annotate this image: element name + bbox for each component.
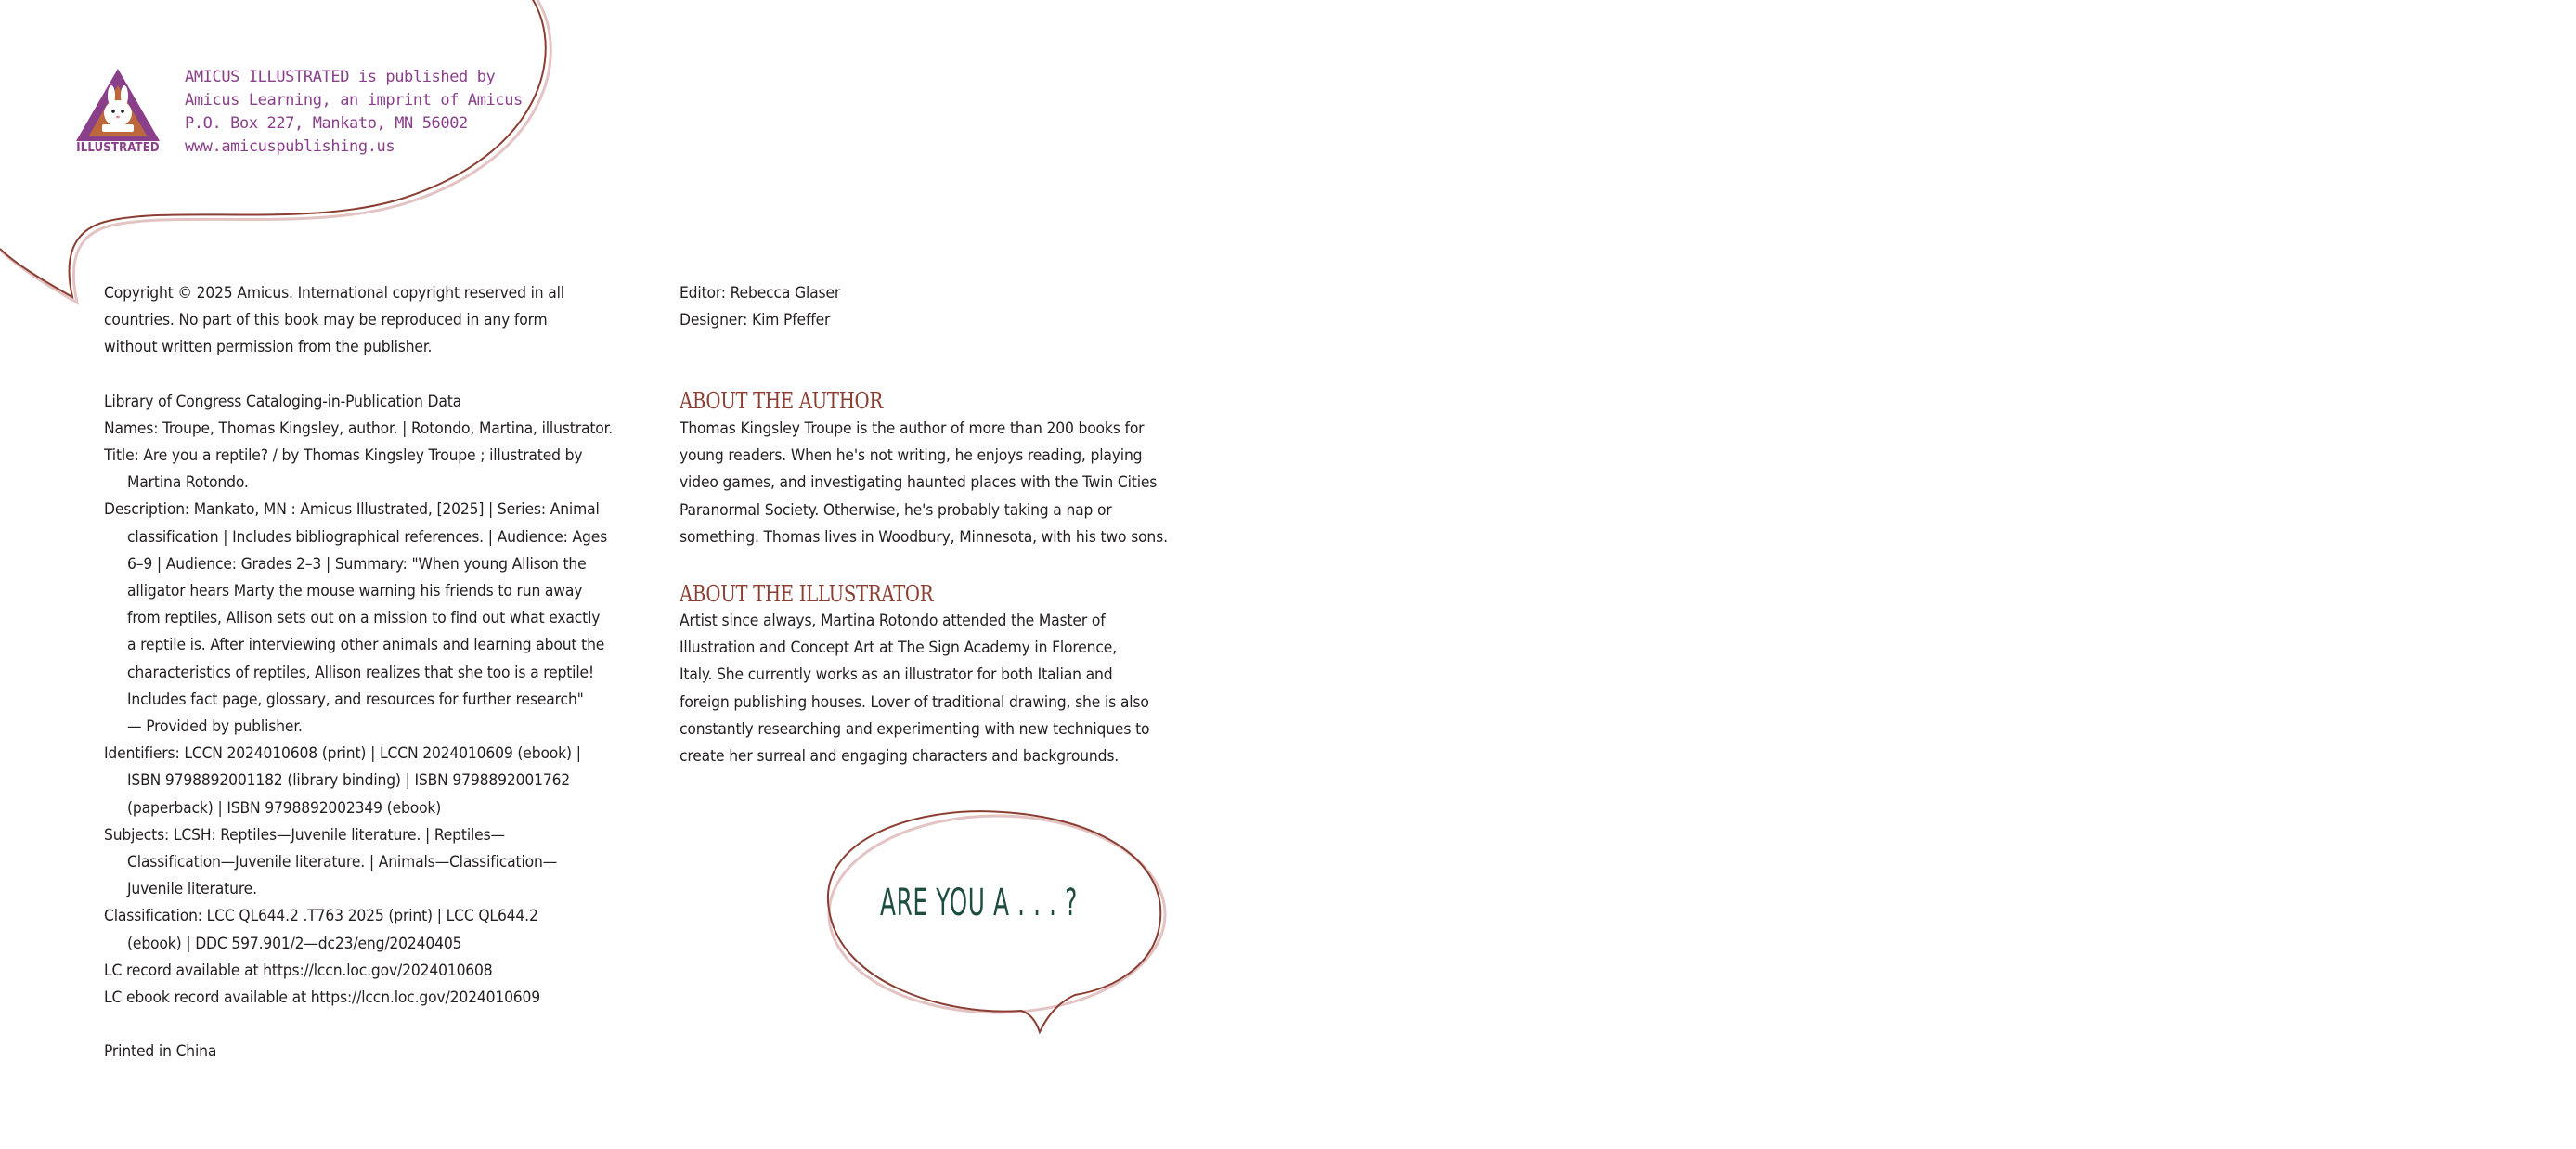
- publisher-info: [185, 66, 523, 159]
- printed-in: Printed in China: [104, 1042, 217, 1062]
- cip-subjects: Subjects: LCSH: Reptiles—Juvenile literature. | Reptiles—: [104, 825, 505, 845]
- cip-subjects: Juvenile literature.: [127, 880, 257, 899]
- cip-identifiers: ISBN 9798892001182 (library binding) | ISBN 9798892001762: [127, 771, 571, 791]
- speech-bubble-text: ARE YOU A . . . ?: [880, 882, 1078, 924]
- cip-title: Martina Rotondo.: [127, 473, 249, 493]
- cip-description: Description: Mankato, MN : Amicus Illustrated, [2025] | Series: Animal: [104, 500, 600, 520]
- author-bio-line: Thomas Kingsley Troupe is the author of more than 200 books for: [680, 420, 1145, 438]
- author-bio-line: young readers. When he's not writing, he enjoys reading, playing: [680, 446, 1143, 466]
- about-illustrator-bio: [680, 608, 1149, 770]
- cip-description: Includes fact page, glossary, and resources for further research": [127, 690, 584, 709]
- author-bio-line: video games, and investigating haunted places with the Twin Cities: [680, 473, 1158, 493]
- designer-credit: Designer: Kim Pfeffer: [680, 311, 831, 330]
- cip-subjects: Classification—Juvenile literature. | Animals—Classification—: [127, 853, 558, 872]
- credits-column: [680, 280, 1199, 767]
- cip-classification: Classification: LCC QL644.2 .T763 2025 (print) | LCC QL644.2: [104, 907, 538, 926]
- illustrator-bio-line: Italy. She currently works as an illustrator for both Italian and: [680, 665, 1113, 685]
- publisher-line: AMICUS ILLUSTRATED is published by: [185, 68, 496, 86]
- about-illustrator-heading: ABOUT THE ILLUSTRATOR: [680, 581, 934, 607]
- publisher-line: Amicus Learning, an imprint of Amicus: [185, 91, 523, 110]
- author-bio-line: something. Thomas lives in Woodbury, Minnesota, with his two sons.: [680, 527, 1168, 547]
- illustrator-bio-line: constantly researching and experimenting with new techniques to: [680, 719, 1150, 739]
- cip-description: alligator hears Marty the mouse warning his friends to run away: [127, 582, 583, 601]
- cip-description: characteristics of reptiles, Allison realizes that she too is a reptile!: [127, 663, 595, 682]
- cip-description: classification | Includes bibliographical references. | Audience: Ages: [127, 527, 608, 547]
- copyright-column: [104, 280, 624, 1065]
- cip-identifiers: Identifiers: LCCN 2024010608 (print) | LCCN 2024010609 (ebook) |: [104, 744, 581, 764]
- illustrator-bio-line: Illustration and Concept Art at The Sign Academy in Florence,: [680, 639, 1117, 658]
- publisher-website-link[interactable]: www.amicuspublishing.us: [185, 137, 395, 156]
- logo-label: ILLUSTRATED: [76, 141, 160, 155]
- publisher-line: P.O. Box 227, Mankato, MN 56002: [185, 114, 468, 133]
- lc-record-link[interactable]: LC record available at https://lccn.loc.gov/2024010608: [104, 961, 493, 980]
- illustrator-bio-line: foreign publishing houses. Lover of traditional drawing, she is also: [680, 692, 1149, 712]
- cip-title: Title: Are you a reptile? / by Thomas Kingsley Troupe ; illustrated by: [104, 446, 583, 466]
- copyright-notice-line: without written permission from the publisher.: [104, 338, 433, 357]
- cip-description: from reptiles, Allison sets out on a mission to find out what exactly: [127, 609, 601, 628]
- cip-description: — Provided by publisher.: [127, 717, 303, 737]
- about-author-bio: [680, 416, 1168, 551]
- cip-description: a reptile is. After interviewing other animals and learning about the: [127, 636, 605, 655]
- illustrator-bio-line: create her surreal and engaging characters and backgrounds.: [680, 747, 1120, 767]
- copyright-notice-line: Copyright © 2025 Amicus. International copyright reserved in all: [104, 284, 564, 303]
- about-author-heading: ABOUT THE AUTHOR: [680, 388, 883, 414]
- lc-ebook-record-link[interactable]: LC ebook record available at https://lccn.loc.gov/2024010609: [104, 988, 541, 1008]
- cip-classification: (ebook) | DDC 597.901/2—dc23/eng/20240405: [127, 934, 462, 953]
- editor-credit: Editor: Rebecca Glaser: [680, 284, 841, 303]
- cip-heading: Library of Congress Cataloging-in-Publication Data: [104, 392, 462, 411]
- cip-description: 6–9 | Audience: Grades 2–3 | Summary: "When young Allison the: [127, 554, 587, 574]
- author-bio-line: Paranormal Society. Otherwise, he's probably taking a nap or: [680, 500, 1112, 520]
- copyright-notice-line: countries. No part of this book may be reproduced in any form: [104, 311, 548, 330]
- cip-identifiers: (paperback) | ISBN 9798892002349 (ebook): [127, 798, 442, 818]
- illustrator-bio-line: Artist since always, Martina Rotondo attended the Master of: [680, 612, 1106, 630]
- cip-names: Names: Troupe, Thomas Kingsley, author. | Rotondo, Martina, illustrator.: [104, 419, 614, 438]
